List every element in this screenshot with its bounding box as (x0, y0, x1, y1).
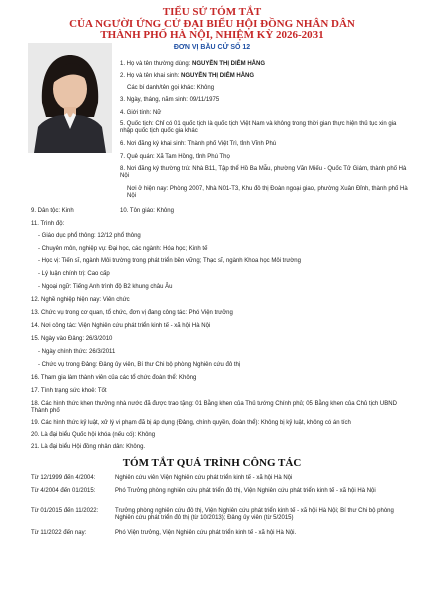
field-common-name (120, 61, 265, 68)
career-period: Từ 11/2022 đến nay: (31, 530, 87, 536)
portrait-image (28, 43, 112, 153)
field-workplace: 14. Nơi công tác: Viện Nghiên cứu phát triển kinh tế - xã hội Hà Nội (31, 323, 211, 329)
field-birth-name (120, 73, 254, 80)
field-ethnicity: 9. Dân tộc: Kinh (31, 208, 74, 214)
career-description: Phó Trưởng phòng nghiên cứu phát triển đô thị, Viện Nghiên cứu phát triển kinh tế - xã hội Hà Nội (115, 488, 376, 494)
field-edu-political: - Lý luận chính trị: Cao cấp (38, 271, 110, 277)
electoral-unit: ĐƠN VỊ BẦU CỬ SỐ 12 (173, 43, 251, 51)
field-religion: 10. Tôn giáo: Không (120, 208, 174, 214)
field-dob: 3. Ngày, tháng, năm sinh: 09/11/1975 (120, 97, 220, 103)
field-birth-register: 6. Nơi đăng ký khai sinh: Thành phố Việt Trì, tỉnh Vĩnh Phú (120, 141, 277, 147)
field-nationality: 5. Quốc tịch: Chỉ có 01 quốc tịch là quốc tịch Việt Nam và không trong thời gian thực hiện thủ tục xin gia nhập quốc tịch quốc gia khác (120, 121, 397, 134)
doc-title: TIỂU SỬ TÓM TẮT (162, 6, 262, 18)
career-section-title: TÓM TẮT QUÁ TRÌNH CÔNG TÁC (122, 457, 302, 469)
field-position: 13. Chức vụ trong cơ quan, tổ chức, đơn vị đang công tác: Phó Viện trưởng (31, 310, 233, 316)
field-value: NGUYỄN THỊ DIỄM HẰNG (192, 61, 266, 67)
career-description: Trưởng phòng nghiên cứu đô thị, Viện Nghiên cứu phát triển kinh tế - xã hội Hà Nội; Bí thư Chi bộ phòng Nghiên cứu phát triển đô thị (từ 10/2013); Đảng ủy viên (từ 5/2015) (115, 508, 394, 521)
field-discipline: 19. Các hình thức kỷ luật, xử lý vi phạm đã bị áp dụng (Đảng, chính quyền, đoàn thể): Không bị kỷ luật, không có án tích (31, 420, 351, 426)
doc-subtitle-2: THÀNH PHỐ HÀ NỘI, NHIỆM KỲ 2026-2031 (100, 29, 324, 41)
field-residence: 8. Nơi đăng ký thường trú: Nhà B11, Tập thể Hồ Ba Mẫu, phường Văn Miếu - Quốc Tử Giám, thành phố Hà Nội (120, 166, 407, 179)
career-period: Từ 12/1999 đến 4/2004: (31, 475, 96, 481)
field-label: 1. Họ và tên thường dùng: (120, 61, 191, 67)
field-value: NGUYỄN THỊ DIỄM HẰNG (181, 73, 255, 79)
field-na-delegate: 20. Là đại biểu Quốc hội khóa (nếu có): Không (31, 432, 156, 438)
field-organization: 16. Tham gia làm thành viên của các tổ chức đoàn thể: Không (31, 375, 197, 381)
doc-subtitle-1: CỦA NGƯỜI ỨNG CỬ ĐẠI BIỂU HỘI ĐỒNG NHÂN DÂN (69, 17, 355, 30)
field-edu-general: - Giáo dục phổ thông: 12/12 phổ thông (38, 233, 141, 239)
career-description: Phó Viện trưởng, Viện Nghiên cứu phát triển kinh tế - xã hội Hà Nội. (115, 530, 297, 536)
field-gender: 4. Giới tính: Nữ (120, 110, 162, 116)
field-edu-degree: - Học vị: Tiến sĩ, ngành Môi trường trong phát triển bền vững; Thạc sĩ, ngành Khoa học Môi trường (38, 258, 301, 264)
field-health: 17. Tình trạng sức khoẻ: Tốt (31, 388, 107, 394)
field-hometown: 7. Quê quán: Xã Tam Hồng, tỉnh Phú Thọ (120, 154, 230, 160)
field-edu-language: - Ngoại ngữ: Tiếng Anh trình độ B2 khung châu Âu (38, 284, 173, 290)
field-party-join: 15. Ngày vào Đảng: 26/3/2010 (31, 336, 113, 342)
field-party-position: - Chức vụ trong Đảng: Đảng ủy viên, Bí thư Chi bộ phòng Nghiên cứu đô thị (38, 362, 241, 368)
field-alias: Các bí danh/tên gọi khác: Không (127, 85, 215, 91)
field-current-address: Nơi ở hiện nay: Phòng 2007, Nhà N01-T3, Khu đô thị Đoàn ngoại giao, phường Xuân Đỉnh, thành phố Hà Nội (127, 186, 408, 199)
career-description: Nghiên cứu viên Viện Nghiên cứu phát triển kinh tế - xã hội Hà Nội (115, 475, 293, 481)
field-education: 11. Trình độ: (31, 221, 65, 227)
candidate-photo (28, 43, 112, 153)
field-awards: 18. Các hình thức khen thưởng nhà nước đã được trao tặng: 01 Bằng khen của Thủ tướng Chính phủ; 05 Bằng khen của Chủ tịch UBND Thành phố (31, 401, 397, 414)
career-period: Từ 01/2015 đến 11/2022: (31, 508, 99, 514)
field-label: 2. Họ và tên khai sinh: (120, 73, 180, 79)
field-party-official: - Ngày chính thức: 26/3/2011 (38, 349, 116, 355)
field-edu-professional: - Chuyên môn, nghiệp vụ: Đại học, các ngành: Hóa học; Kinh tế (38, 246, 208, 252)
field-council-delegate: 21. Là đại biểu Hội đồng nhân dân: Không. (31, 444, 146, 450)
career-period: Từ 4/2004 đến 01/2015: (31, 488, 96, 494)
field-occupation: 12. Nghề nghiệp hiện nay: Viên chức (31, 297, 130, 303)
